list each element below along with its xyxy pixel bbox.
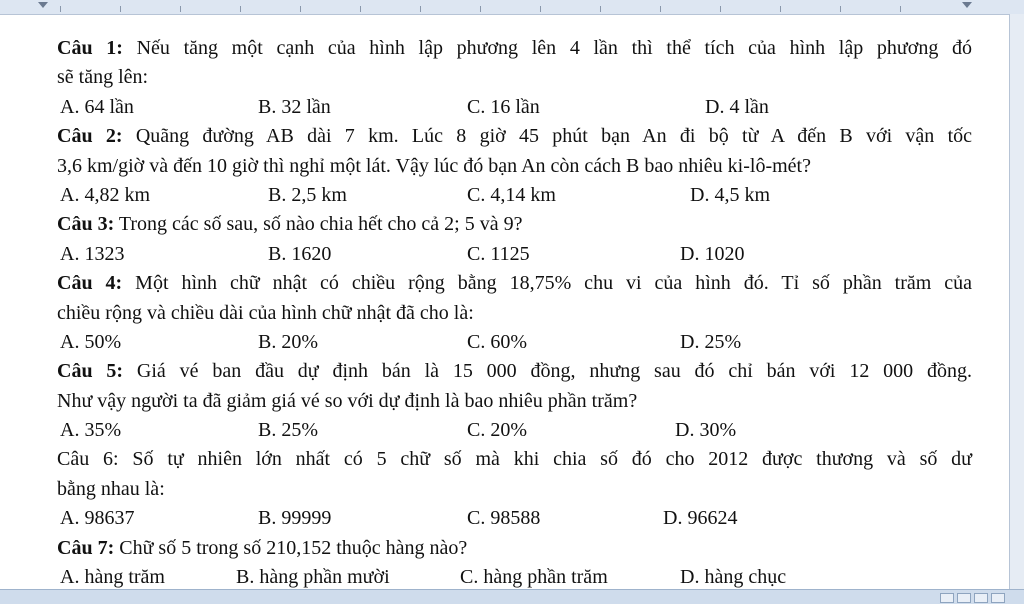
question-3-number: Câu 3: [57, 213, 115, 236]
question-4-line-1 [57, 269, 972, 298]
web-layout-view-button[interactable] [974, 593, 988, 603]
full-screen-view-button[interactable] [957, 593, 971, 603]
question-5-options [57, 416, 972, 445]
question-6-options [57, 504, 972, 533]
question-6-option-a: A. 98637 [60, 507, 135, 530]
question-7-number: Câu 7: [57, 536, 115, 559]
ruler-tick [660, 6, 661, 12]
question-2-text: Quãng đường AB dài 7 km. Lúc 8 giờ 45 phút bạn An đi bộ từ A đến B với vận tốc [135, 125, 973, 148]
ruler-tick [180, 6, 181, 12]
question-4-option-a: A. 50% [60, 330, 122, 353]
status-bar [0, 589, 1024, 604]
question-6-option-d: D. 96624 [663, 507, 738, 530]
ruler-tick [300, 6, 301, 12]
ruler-tick [120, 6, 121, 12]
question-4-line-2: chiều rộng và chiều dài của hình chữ nhật đã cho là: [57, 301, 474, 324]
document-page [57, 34, 972, 592]
question-3-option-c: C. 1125 [467, 242, 530, 265]
question-4-options [57, 328, 972, 357]
question-7-options [57, 563, 972, 592]
question-7-option-b: B. hàng phần mười [236, 566, 390, 589]
question-3-option-d: D. 1020 [680, 242, 745, 265]
question-4-option-c: C. 60% [467, 330, 527, 353]
question-7-option-a: A. hàng trăm [60, 566, 165, 589]
question-1-line-2: sẽ tăng lên: [57, 66, 149, 89]
question-1-line-1 [57, 34, 972, 63]
question-1-option-b: B. 32 lần [258, 95, 331, 118]
question-2-number: Câu 2: [57, 125, 123, 148]
question-1-option-d: D. 4 lần [705, 95, 769, 118]
question-2-line-1 [57, 122, 972, 151]
question-3-text: Trong các số sau, số nào chia hết cho cả 2; 5 và 9? [118, 213, 523, 236]
question-5-option-c: C. 20% [467, 419, 527, 442]
question-5-text: Giá vé ban đầu dự định bán là 15 000 đồng, nhưng sau đó chỉ bán với 12 000 đồng. [136, 360, 972, 383]
question-1-option-a: A. 64 lần [60, 95, 134, 118]
question-2-options [57, 181, 972, 210]
ruler-tick [420, 6, 421, 12]
question-2-option-c: C. 4,14 km [467, 183, 556, 206]
question-1-text: Nếu tăng một cạnh của hình lập phương lên 4 lần thì thể tích của hình lập phương đó [136, 37, 972, 59]
question-7-text: Chữ số 5 trong số 210,152 thuộc hàng nào? [119, 536, 468, 559]
question-4-option-b: B. 20% [258, 330, 318, 353]
ruler-tick [780, 6, 781, 12]
question-6-number: Câu 6: [57, 448, 119, 471]
question-6-option-c: C. 98588 [467, 507, 541, 530]
question-2-option-a: A. 4,82 km [60, 183, 150, 206]
ruler-tick [60, 6, 61, 12]
question-7-option-d: D. hàng chục [680, 566, 787, 589]
ruler-tick [240, 6, 241, 12]
question-5-line-2: Như vậy người ta đã giảm giá vé so với dự định là bao nhiêu phần trăm? [57, 389, 638, 412]
question-3-option-a: A. 1323 [60, 242, 125, 265]
question-3-options [57, 240, 972, 269]
question-5-line-1 [57, 357, 972, 386]
question-1-number: Câu 1: [57, 37, 123, 59]
ruler-tick [720, 6, 721, 12]
question-1-option-c: C. 16 lần [467, 95, 540, 118]
question-4-text: Một hình chữ nhật có chiều rộng bằng 18,75% chu vi của hình đó. Tỉ số phần trăm của [135, 272, 973, 295]
ruler-tick [900, 6, 901, 12]
question-5-option-a: A. 35% [60, 419, 122, 442]
question-6-line-1 [57, 445, 972, 474]
ruler-tick [360, 6, 361, 12]
horizontal-ruler[interactable] [0, 0, 1024, 15]
print-layout-view-button[interactable] [940, 593, 954, 603]
question-6-text: Số tự nhiên lớn nhất có 5 chữ số mà khi chia số đó cho 2012 được thương và số dư [132, 448, 973, 471]
question-5-number: Câu 5: [57, 360, 124, 383]
question-2-option-d: D. 4,5 km [690, 183, 770, 206]
ruler-right-indent-marker[interactable] [962, 2, 972, 8]
ruler-tick [540, 6, 541, 12]
question-4-number: Câu 4: [57, 272, 123, 295]
ruler-tick [840, 6, 841, 12]
ruler-indent-marker[interactable] [38, 2, 48, 8]
outline-view-button[interactable] [991, 593, 1005, 603]
ruler-tick [480, 6, 481, 12]
ruler-tick [600, 6, 601, 12]
question-2-line-2: 3,6 km/giờ và đến 10 giờ thì nghỉ một lát. Vậy lúc đó bạn An còn cách B bao nhiêu ki-lô-mét? [57, 154, 811, 177]
question-4-option-d: D. 25% [680, 330, 742, 353]
question-3-option-b: B. 1620 [268, 242, 332, 265]
question-6-option-b: B. 99999 [258, 507, 332, 530]
question-5-option-d: D. 30% [675, 419, 737, 442]
question-2-option-b: B. 2,5 km [268, 183, 347, 206]
vertical-scrollbar[interactable] [1009, 14, 1024, 590]
question-3-line-1 [57, 210, 972, 239]
question-5-option-b: B. 25% [258, 419, 318, 442]
question-6-line-2: bằng nhau là: [57, 477, 165, 500]
question-7-option-c: C. hàng phần trăm [460, 566, 608, 589]
question-7-line-1 [57, 534, 972, 563]
question-1-options [57, 93, 972, 122]
